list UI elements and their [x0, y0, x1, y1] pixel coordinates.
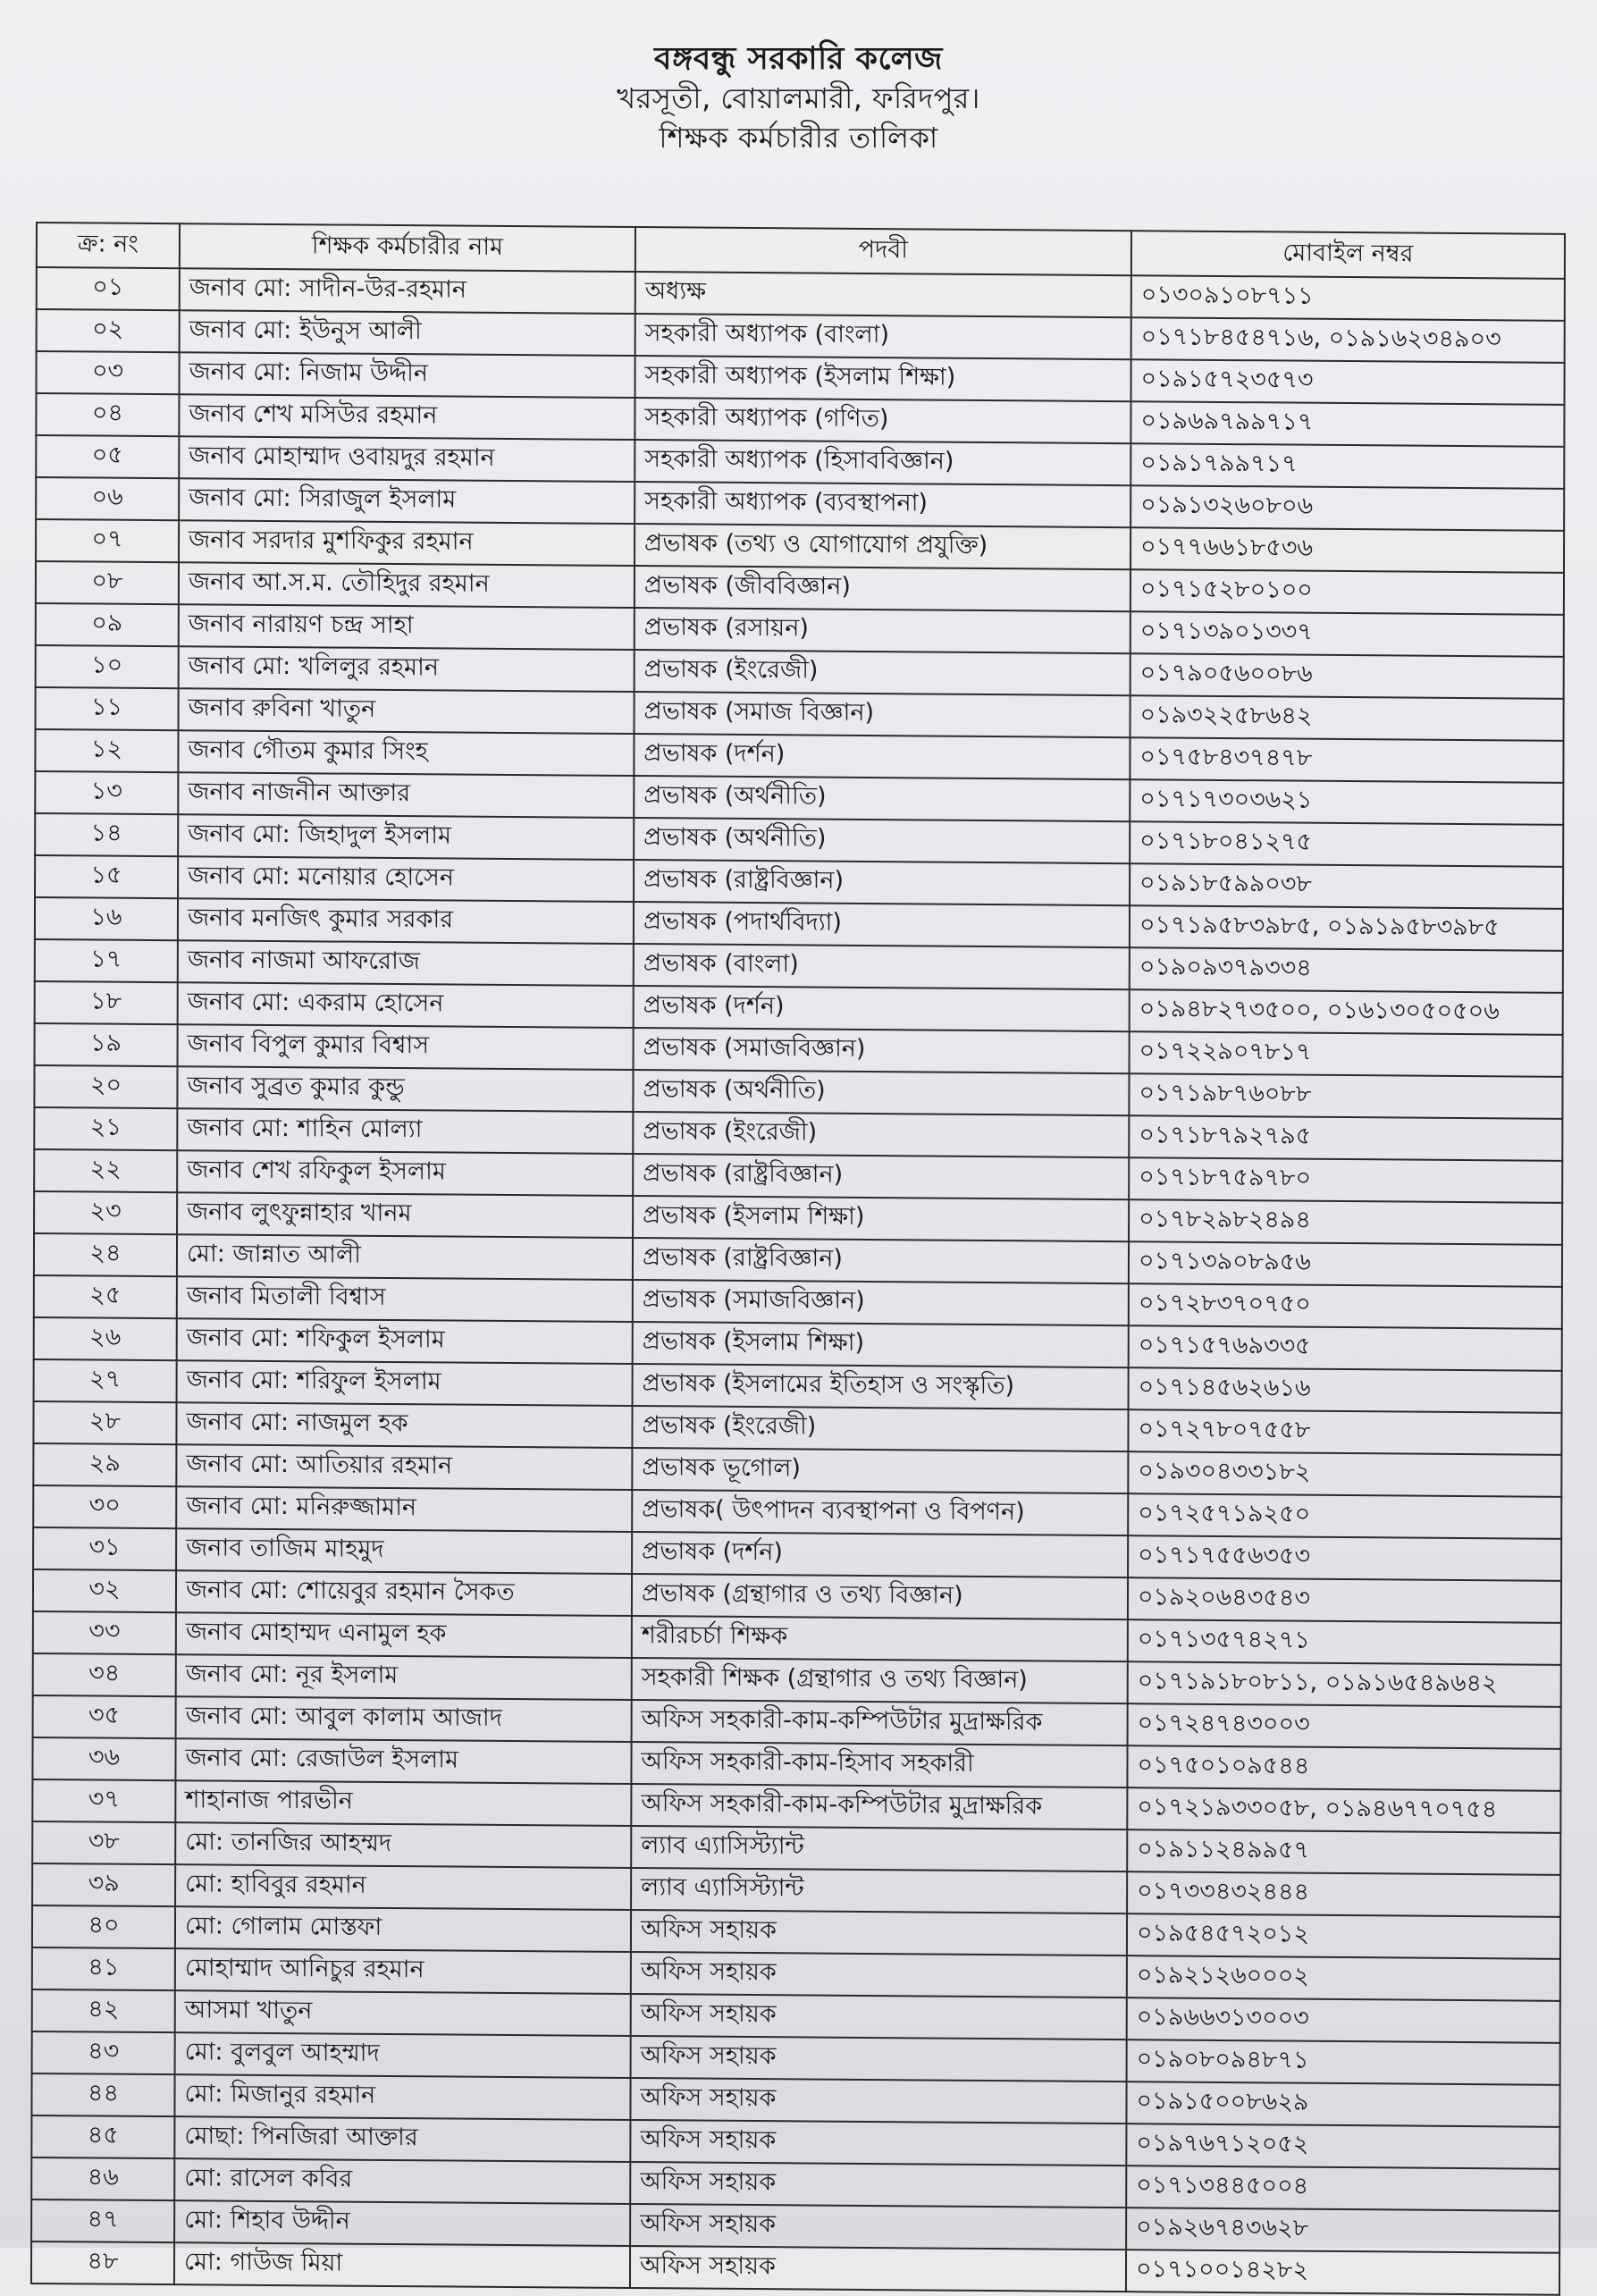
- name-cell: আসমা খাতুন: [175, 1990, 631, 2036]
- staff-table-container: [36, 222, 1564, 2284]
- serial-cell: ২৩: [34, 1191, 177, 1234]
- designation-cell: অফিস সহকারী-কাম-কম্পিউটার মুদ্রাক্ষরিক: [632, 1700, 1128, 1745]
- designation-cell: প্রভাষক (জীববিজ্ঞান): [635, 566, 1131, 611]
- serial-cell: ৪৮: [31, 2241, 174, 2284]
- college-name: বঙ্গবন্ধু সরকারি কলেজ: [654, 41, 943, 77]
- name-cell: জনাব মো: সাদীন-উর-রহমান: [180, 268, 635, 314]
- designation-cell: অফিস সহায়ক: [631, 1910, 1127, 1955]
- serial-cell: ০৪: [36, 393, 179, 436]
- serial-cell: ১৪: [35, 813, 178, 856]
- designation-cell: প্রভাষক (ইসলাম শিক্ষা): [633, 1322, 1129, 1367]
- serial-cell: ১৬: [35, 897, 178, 940]
- designation-cell: প্রভাষক (রাষ্ট্রবিজ্ঞান): [633, 1238, 1129, 1283]
- name-cell: জনাব মো: একরাম হোসেন: [178, 982, 634, 1028]
- mobile-cell: ০১৯২০৬৪৩৫৪৩: [1128, 1577, 1561, 1623]
- name-cell: মো: গোলাম মোস্তফা: [175, 1906, 631, 1952]
- serial-cell: ৪৬: [31, 2157, 174, 2200]
- mobile-cell: ০১৭৮২৯৮২৪৯৪: [1129, 1199, 1562, 1245]
- designation-cell: প্রভাষক (ইংরেজী): [632, 1406, 1128, 1451]
- name-cell: জনাব সরদার মুশফিকুর রহমান: [179, 520, 635, 566]
- list-title: শিক্ষক কর্মচারীর তালিকা: [659, 121, 938, 155]
- designation-cell: অফিস সহকারী-কাম-হিসাব সহকারী: [631, 1742, 1127, 1787]
- name-cell: জনাব মো: শফিকুল ইসলাম: [177, 1318, 633, 1364]
- designation-cell: অধ্যক্ষ: [635, 272, 1131, 317]
- designation-cell: অফিস সহায়ক: [631, 1994, 1127, 2039]
- serial-cell: ১৮: [35, 981, 178, 1024]
- name-cell: শাহানাজ পারভীন: [175, 1780, 631, 1826]
- name-cell: জনাব মো: নাজমুল হক: [176, 1402, 632, 1448]
- mobile-cell: ০১৭৫৮৪৩৭৪৭৮: [1130, 737, 1563, 783]
- designation-cell: প্রভাষক (ইংরেজী): [635, 650, 1131, 695]
- name-cell: মো: জান্নাত আলী: [177, 1234, 633, 1280]
- table-body: [31, 267, 1565, 2295]
- designation-cell: প্রভাষক (পদার্থবিদ্যা): [634, 902, 1130, 947]
- serial-cell: ১৭: [35, 939, 178, 982]
- mobile-cell: ০১৭২৪৭৪৩০০৩: [1128, 1703, 1561, 1749]
- serial-cell: ৪৭: [31, 2199, 174, 2242]
- serial-cell: ৩৯: [32, 1863, 175, 1906]
- mobile-cell: ০১৭১৮৭৯২৭৯৫: [1129, 1115, 1562, 1161]
- name-cell: মো: রাসেল কবির: [174, 2158, 630, 2204]
- designation-cell: প্রভাষক (রসায়ন): [635, 608, 1131, 653]
- mobile-cell: ০১৭১৯১৮০৮১১, ০১৯১৬৫৪৯৬৪২: [1128, 1661, 1561, 1707]
- serial-cell: ৩২: [33, 1569, 176, 1612]
- mobile-cell: ০১৭১৭৫৫৬৩৫৩: [1128, 1535, 1561, 1581]
- document-header: [0, 39, 1597, 157]
- mobile-cell: ০১৯১৫০০৮৬২৯: [1126, 2082, 1559, 2127]
- serial-cell: ০২: [37, 309, 180, 352]
- mobile-cell: ০১৭১৫৭৬৯৩৩৫: [1129, 1325, 1562, 1371]
- serial-cell: ৩০: [33, 1485, 176, 1528]
- mobile-cell: ০১৭১৯৮৭৬০৮৮: [1129, 1073, 1562, 1119]
- name-cell: মোছা: পিনজিরা আক্তার: [174, 2116, 630, 2162]
- mobile-cell: ০১৭২৫৭১৯২৫০: [1128, 1493, 1561, 1539]
- name-cell: জনাব মো: শোয়েবুর রহমান সৈকত: [176, 1570, 632, 1616]
- serial-cell: ২৬: [34, 1317, 177, 1360]
- name-cell: জনাব মো: মনিরুজ্জামান: [176, 1486, 632, 1532]
- name-cell: জনাব লুৎফুন্নাহার খানম: [177, 1192, 633, 1238]
- serial-cell: ৩১: [33, 1527, 176, 1570]
- column-header-mobile: মোবাইল নম্বর: [1131, 231, 1565, 279]
- name-cell: জনাব মো: সিরাজুল ইসলাম: [179, 478, 635, 524]
- name-cell: মোহাম্মাদ আনিচুর রহমান: [175, 1948, 631, 1994]
- serial-cell: ১৫: [35, 855, 178, 898]
- serial-cell: ৪৩: [32, 2031, 175, 2074]
- mobile-cell: ০১৯৬৬৩১৩০০৩: [1127, 1997, 1560, 2043]
- serial-cell: ২৭: [34, 1359, 177, 1402]
- designation-cell: শরীরচর্চা শিক্ষক: [632, 1616, 1128, 1661]
- serial-cell: ৪২: [32, 1989, 175, 2032]
- serial-cell: ০৬: [36, 477, 179, 520]
- designation-cell: অফিস সহায়ক: [631, 2036, 1127, 2082]
- mobile-cell: ০১৭১৯৫৮৩৯৮৫, ০১৯১৯৫৮৩৯৮৫: [1130, 905, 1563, 951]
- serial-cell: ২৪: [34, 1233, 177, 1276]
- designation-cell: প্রভাষক( উৎপাদন ব্যবস্থাপনা ও বিপণন): [632, 1490, 1128, 1535]
- serial-cell: ০৫: [36, 435, 179, 478]
- name-cell: মো: হাবিবুর রহমান: [175, 1864, 631, 1910]
- designation-cell: সহকারী অধ্যাপক (বাংলা): [635, 314, 1131, 359]
- mobile-cell: ০১৯২১২৬০০০২: [1127, 1955, 1560, 2001]
- designation-cell: প্রভাষক (দর্শন): [632, 1532, 1128, 1577]
- designation-cell: সহকারী অধ্যাপক (ব্যবস্থাপনা): [635, 482, 1131, 527]
- name-cell: জনাব আ.স.ম. তৌহিদুর রহমান: [179, 562, 635, 608]
- mobile-cell: ০১৯৭৬৭১২০৫২: [1126, 2124, 1559, 2169]
- mobile-cell: ০১৯১১২৪৯৯৫৭: [1127, 1829, 1560, 1875]
- name-cell: জনাব মো: আতিয়ার রহমান: [176, 1444, 632, 1490]
- serial-cell: ০৮: [36, 561, 179, 604]
- mobile-cell: ০১৭১৪৫৬২৬১৬: [1129, 1367, 1562, 1413]
- column-header-designation: পদবী: [635, 227, 1131, 275]
- mobile-cell: ০১৯৪৮২৭৩৫০০, ০১৬১৩০৫০৫০৬: [1130, 989, 1563, 1035]
- designation-cell: প্রভাষক (গ্রন্থাগার ও তথ্য বিজ্ঞান): [632, 1574, 1128, 1619]
- serial-cell: ৩৩: [33, 1611, 176, 1654]
- serial-cell: ৩৮: [32, 1821, 175, 1864]
- mobile-cell: ০১৭৩৩৪৩২৪৪৪: [1127, 1871, 1560, 1917]
- name-cell: জনাব মো: নূর ইসলাম: [176, 1654, 632, 1700]
- mobile-cell: ০১৭৭৬৬১৮৫৩৬: [1131, 527, 1564, 573]
- designation-cell: সহকারী অধ্যাপক (গণিত): [635, 398, 1131, 443]
- name-cell: মো: শিহাব উদ্দীন: [174, 2200, 630, 2246]
- designation-cell: প্রভাষক (অর্থনীতি): [634, 818, 1130, 863]
- name-cell: জনাব শেখ মসিউর রহমান: [179, 394, 635, 440]
- serial-cell: ০৯: [36, 603, 179, 646]
- serial-cell: ২২: [34, 1149, 177, 1192]
- serial-cell: ২৯: [33, 1443, 176, 1486]
- designation-cell: প্রভাষক ভূগোল): [632, 1448, 1128, 1493]
- designation-cell: ল্যাব এ্যাসিস্ট্যান্ট: [631, 1826, 1127, 1871]
- serial-cell: ১৯: [35, 1023, 178, 1066]
- mobile-cell: ০১৭১৭৩০৩৬২১: [1130, 779, 1563, 825]
- designation-cell: অফিস সহায়ক: [630, 2246, 1126, 2292]
- designation-cell: প্রভাষক (রাষ্ট্রবিজ্ঞান): [634, 860, 1130, 905]
- mobile-cell: ০১৭১৩৫৭৪২৭১: [1128, 1619, 1561, 1665]
- name-cell: মো: গাউজ মিয়া: [174, 2242, 630, 2288]
- serial-cell: ২০: [34, 1065, 177, 1108]
- mobile-cell: ০১৭১৩৯০৮৯৫৬: [1129, 1241, 1562, 1287]
- designation-cell: সহকারী অধ্যাপক (হিসাববিজ্ঞান): [635, 440, 1131, 485]
- designation-cell: প্রভাষক (অর্থনীতি): [633, 1070, 1129, 1115]
- name-cell: জনাব নারায়ণ চন্দ্র সাহা: [179, 604, 635, 650]
- mobile-cell: ০১৯১৫৭২৩৫৭৩: [1131, 359, 1564, 405]
- serial-cell: ২৫: [34, 1275, 177, 1318]
- name-cell: জনাব মো: জিহাদুল ইসলাম: [178, 814, 634, 860]
- mobile-cell: ০১৭১৩৯০১৩৩৭: [1131, 611, 1564, 657]
- mobile-cell: ০১৭২১৯৩৩০৫৮, ০১৯৪৬৭৭০৭৫৪: [1127, 1787, 1560, 1833]
- designation-cell: প্রভাষক (তথ্য ও যোগাযোগ প্রযুক্তি): [635, 524, 1131, 569]
- name-cell: জনাব তাজিম মাহমুদ: [176, 1528, 632, 1574]
- serial-cell: ৪৪: [31, 2073, 174, 2116]
- college-address: খরসূতী, বোয়ালমারী, ফরিদপুর।: [617, 81, 980, 115]
- mobile-cell: ০১৯১৭৯৯৭১৭: [1131, 443, 1564, 489]
- serial-cell: ৪৫: [31, 2115, 174, 2158]
- column-header-serial: ক্র: নং: [37, 223, 180, 268]
- name-cell: জনাব মো: রেজাউল ইসলাম: [175, 1738, 631, 1784]
- mobile-cell: ০১৩০৯১০৮৭১১: [1131, 275, 1565, 321]
- serial-cell: ৩৫: [33, 1695, 176, 1738]
- name-cell: জনাব বিপুল কুমার বিশ্বাস: [178, 1024, 634, 1070]
- name-cell: মো: মিজানুর রহমান: [174, 2074, 630, 2120]
- name-cell: জনাব শেখ রফিকুল ইসলাম: [177, 1150, 633, 1196]
- designation-cell: প্রভাষক (দর্শন): [634, 986, 1130, 1031]
- designation-cell: প্রভাষক (সমাজবিজ্ঞান): [633, 1280, 1129, 1325]
- name-cell: জনাব মো: খলিলুর রহমান: [179, 646, 635, 692]
- column-header-name: শিক্ষক কর্মচারীর নাম: [180, 223, 635, 272]
- name-cell: জনাব মোহাম্মদ এনামুল হক: [176, 1612, 632, 1658]
- designation-cell: অফিস সহকারী-কাম-কম্পিউটার মুদ্রাক্ষরিক: [631, 1784, 1127, 1829]
- designation-cell: অফিস সহায়ক: [630, 2120, 1126, 2166]
- designation-cell: প্রভাষক (সমাজ বিজ্ঞান): [635, 692, 1131, 737]
- name-cell: জনাব মো: মনোয়ার হোসেন: [178, 856, 634, 902]
- designation-cell: প্রভাষক (ইসলামের ইতিহাস ও সংস্কৃতি): [633, 1364, 1129, 1409]
- mobile-cell: ০১৭২২৯০৭৮১৭: [1130, 1031, 1563, 1077]
- serial-cell: ৩৭: [32, 1779, 175, 1822]
- mobile-cell: ০১৭১৮৪৫৪৭১৬, ০১৯১৬২৩৪৯০৩: [1131, 317, 1565, 363]
- designation-cell: প্রভাষক (দর্শন): [634, 734, 1130, 779]
- serial-cell: ১২: [35, 729, 178, 772]
- mobile-cell: ০১৯০৮০৯৪৮৭১: [1127, 2039, 1560, 2085]
- serial-cell: ০১: [37, 267, 180, 310]
- name-cell: জনাব মিতালী বিশ্বাস: [177, 1276, 633, 1322]
- name-cell: জনাব রুবিনা খাতুন: [179, 688, 635, 734]
- serial-cell: ০৭: [36, 519, 179, 562]
- name-cell: জনাব মো: ইউনুস আলী: [180, 310, 635, 356]
- name-cell: জনাব নাজনীন আক্তার: [178, 772, 634, 818]
- mobile-cell: ০১৯১৩২৬০৮০৬: [1131, 485, 1564, 531]
- designation-cell: প্রভাষক (রাষ্ট্রবিজ্ঞান): [633, 1154, 1129, 1199]
- designation-cell: প্রভাষক (ইসলাম শিক্ষা): [633, 1196, 1129, 1241]
- name-cell: জনাব সুব্রত কুমার কুন্ডু: [177, 1066, 633, 1112]
- name-cell: জনাব মো: আবুল কালাম আজাদ: [176, 1696, 632, 1742]
- designation-cell: প্রভাষক (ইংরেজী): [633, 1112, 1129, 1157]
- name-cell: মো: বুলবুল আহম্মাদ: [175, 2032, 631, 2078]
- mobile-cell: ০১৯৬৯৭৯৯৭১৭: [1131, 401, 1564, 447]
- mobile-cell: ০১৯১৮৫৯৯০৩৮: [1130, 863, 1563, 909]
- name-cell: জনাব মো: নিজাম উদ্দীন: [179, 352, 635, 398]
- serial-cell: ২৮: [33, 1401, 176, 1444]
- designation-cell: অফিস সহায়ক: [630, 2078, 1126, 2124]
- serial-cell: ২১: [34, 1107, 177, 1150]
- name-cell: জনাব গৌতম কুমার সিংহ: [178, 730, 634, 776]
- designation-cell: সহকারী অধ্যাপক (ইসলাম শিক্ষা): [635, 356, 1131, 401]
- serial-cell: ৩৬: [32, 1737, 175, 1780]
- serial-cell: ০৩: [36, 351, 179, 394]
- name-cell: মো: তানজির আহম্মদ: [175, 1822, 631, 1868]
- mobile-cell: ০১৯৫৪৫৭২০১২: [1127, 1913, 1560, 1959]
- name-cell: জনাব মনজিৎ কুমার সরকার: [178, 898, 634, 944]
- name-cell: জনাব মো: শরিফুল ইসলাম: [177, 1360, 633, 1406]
- mobile-cell: ০১৭১৮০৪১২৭৫: [1130, 821, 1563, 867]
- serial-cell: ৪০: [32, 1905, 175, 1948]
- mobile-cell: ০১৯৩২২৫৮৬৪২: [1131, 695, 1564, 741]
- designation-cell: প্রভাষক (অর্থনীতি): [634, 776, 1130, 821]
- mobile-cell: ০১৭২৮৩৭০৭৫০: [1129, 1283, 1562, 1329]
- name-cell: জনাব নাজমা আফরোজ: [178, 940, 634, 986]
- mobile-cell: ০১৯০৯৩৭৯৩৩৪: [1130, 947, 1563, 993]
- serial-cell: ১০: [36, 645, 179, 688]
- mobile-cell: ০১৭১৮৭৫৯৭৮০: [1129, 1157, 1562, 1203]
- serial-cell: ৩৪: [33, 1653, 176, 1696]
- designation-cell: অফিস সহায়ক: [631, 1952, 1127, 1997]
- designation-cell: প্রভাষক (বাংলা): [634, 944, 1130, 989]
- designation-cell: ল্যাব এ্যাসিস্ট্যান্ট: [631, 1868, 1127, 1913]
- mobile-cell: ০১৭১৩৪৪৫০০৪: [1126, 2166, 1559, 2211]
- designation-cell: সহকারী শিক্ষক (গ্রন্থাগার ও তথ্য বিজ্ঞান): [632, 1658, 1128, 1703]
- serial-cell: ৪১: [32, 1947, 175, 1990]
- designation-cell: অফিস সহায়ক: [630, 2162, 1126, 2208]
- mobile-cell: ০১৭৫০১০৯৫৪৪: [1127, 1745, 1560, 1791]
- name-cell: জনাব মোহাম্মাদ ওবায়দুর রহমান: [179, 436, 635, 482]
- mobile-cell: ০১৭১৫২৮০১০০: [1131, 569, 1564, 615]
- mobile-cell: ০১৭৯০৫৬০০৮৬: [1131, 653, 1564, 699]
- mobile-cell: ০১৯৩০৪৩৩১৮২: [1128, 1451, 1561, 1497]
- designation-cell: অফিস সহায়ক: [630, 2204, 1126, 2250]
- mobile-cell: ০১৭১০০১৪২৮২: [1126, 2250, 1559, 2295]
- mobile-cell: ০১৭২৭৮০৭৫৫৮: [1128, 1409, 1561, 1455]
- serial-cell: ১১: [36, 687, 179, 730]
- staff-table: [30, 222, 1566, 2296]
- name-cell: জনাব মো: শাহিন মোল্যা: [177, 1108, 633, 1154]
- mobile-cell: ০১৯২৬৭৪৩৬২৮: [1126, 2208, 1559, 2253]
- designation-cell: প্রভাষক (সমাজবিজ্ঞান): [634, 1028, 1130, 1073]
- serial-cell: ১৩: [35, 771, 178, 814]
